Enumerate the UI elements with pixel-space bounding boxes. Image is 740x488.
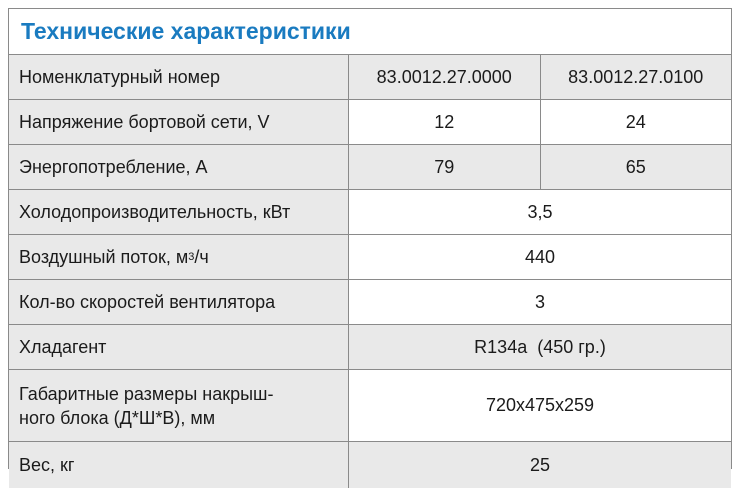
row-label: Кол-во скоростей вентилятора — [9, 280, 349, 324]
table-title: Технические характеристики — [9, 9, 731, 55]
value-cell-left: 83.0012.27.0000 — [349, 55, 541, 99]
row-label: Хладагент — [9, 325, 349, 369]
row-label: Энергопотребление, А — [9, 145, 349, 189]
table-row-part-number — [9, 55, 731, 100]
value-cell-left: 79 — [349, 145, 541, 189]
value-cell-right: 24 — [541, 100, 732, 144]
value-cell-right: 83.0012.27.0100 — [541, 55, 732, 99]
table-row-dimensions — [9, 370, 731, 442]
table-row-airflow — [9, 235, 731, 280]
table-row-weight — [9, 442, 731, 488]
value-cell-right: 65 — [541, 145, 732, 189]
row-label-unit: /ч — [194, 247, 209, 267]
table-row-cooling — [9, 190, 731, 235]
value-cell: 3,5 — [349, 190, 731, 234]
value-cell: 440 — [349, 235, 731, 279]
table-row-refrigerant — [9, 325, 731, 370]
row-label-line-2: ного блока (Д*Ш*В), мм — [19, 407, 216, 428]
row-label: Напряжение бортовой сети, V — [9, 100, 349, 144]
row-label: Вес, кг — [9, 442, 349, 488]
row-label-text: Воздушный поток, м — [19, 247, 189, 267]
value-cell: 25 — [349, 442, 731, 488]
value-cell: 720x475x259 — [349, 370, 731, 441]
row-label: Номенклатурный номер — [9, 55, 349, 99]
value-cell-left: 12 — [349, 100, 541, 144]
row-label — [9, 370, 349, 441]
value-cell: 3 — [349, 280, 731, 324]
table-row-fan-speeds — [9, 280, 731, 325]
spec-table — [8, 8, 732, 475]
value-cell: R134a (450 гр.) — [349, 325, 731, 369]
row-label: Холодопроизводительность, кВт — [9, 190, 349, 234]
row-label-line-1: Габаритные размеры накрыш- — [19, 383, 274, 404]
row-label: Воздушный поток, м 3 /ч — [9, 235, 349, 279]
table-row-voltage — [9, 100, 731, 145]
table-row-power — [9, 145, 731, 190]
